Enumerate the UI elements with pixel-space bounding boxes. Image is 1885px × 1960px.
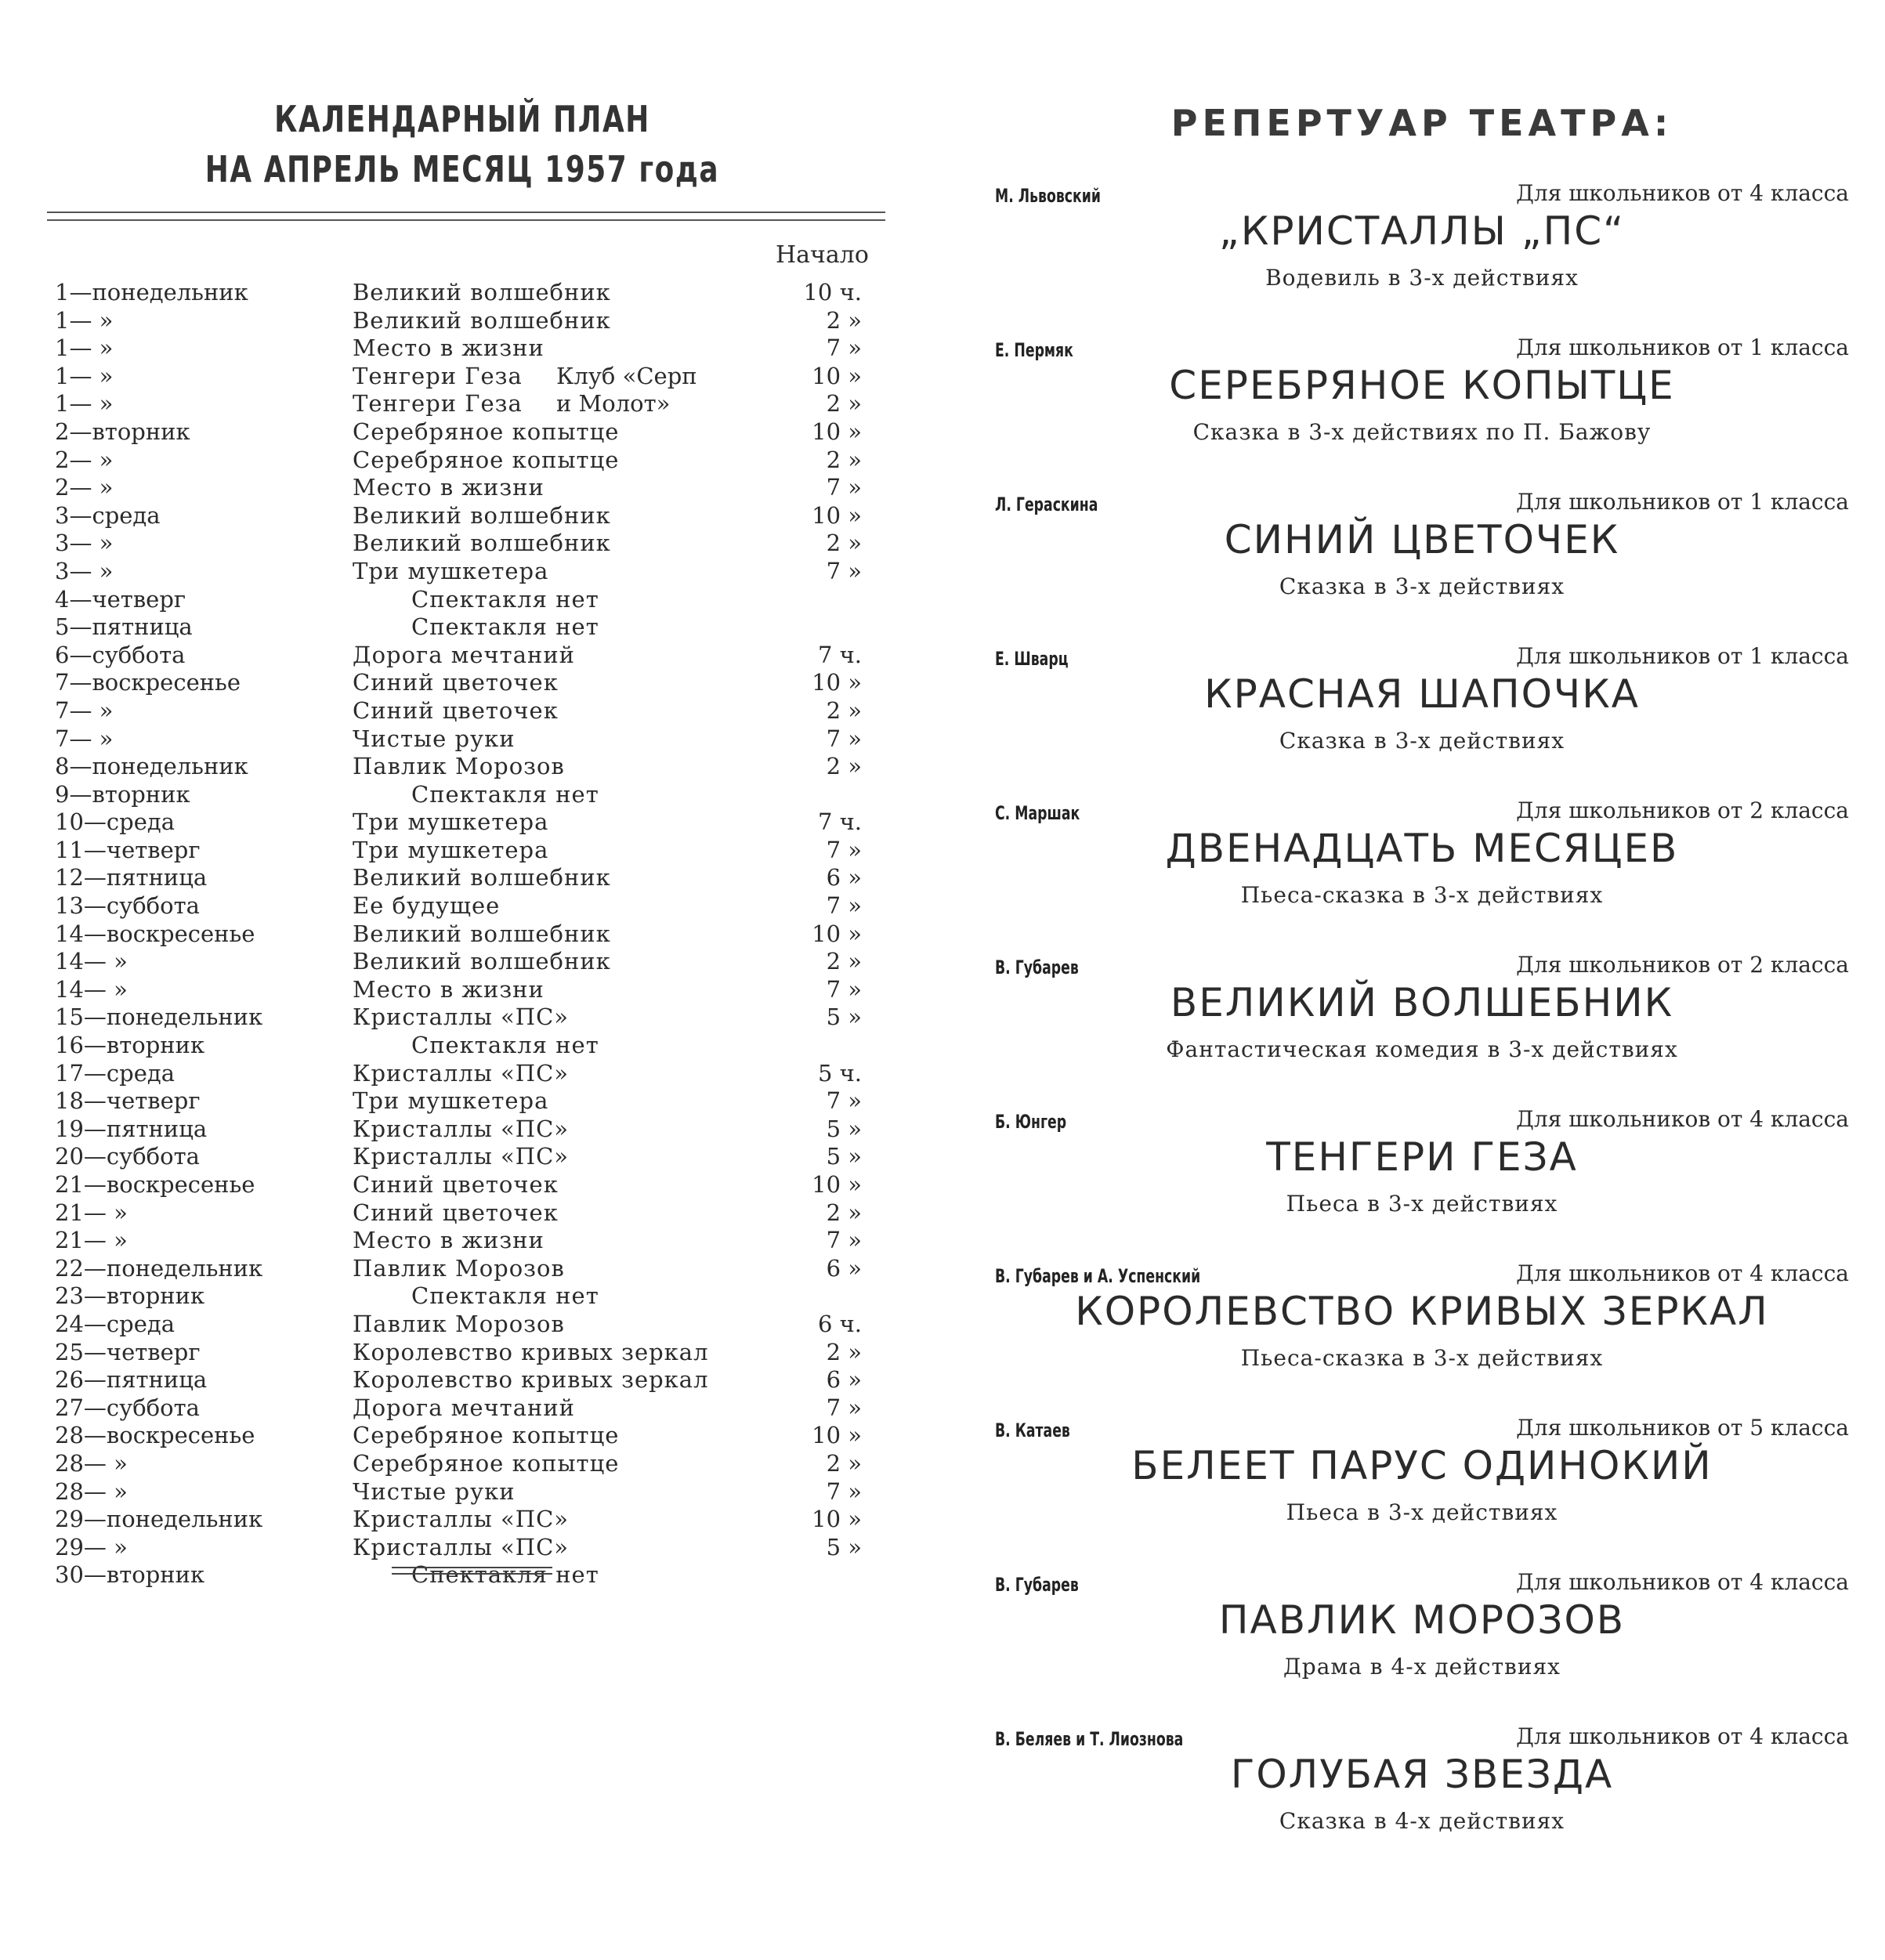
row-play: Три мушкетера — [353, 557, 549, 584]
row-time: 7 » — [826, 1227, 862, 1254]
calendar-row — [39, 1534, 885, 1562]
row-day: 1— » — [55, 390, 114, 418]
repertoire-entry — [995, 172, 1849, 327]
row-day: 2— » — [55, 474, 114, 501]
row-play: Синий цветочек — [353, 1171, 559, 1198]
entry-author: В. Губарев — [995, 956, 1079, 978]
calendar-row — [39, 1561, 885, 1589]
row-day: 28—воскресенье — [55, 1422, 255, 1449]
row-time: 2 » — [826, 1449, 862, 1477]
row-day: 28— » — [55, 1477, 128, 1505]
row-play: Место в жизни — [353, 1227, 545, 1254]
row-time: 5 » — [826, 1115, 862, 1142]
row-time: 7 » — [826, 474, 862, 501]
calendar-row — [39, 1116, 885, 1144]
calendar-row — [39, 1171, 885, 1199]
start-time-header: Начало — [776, 241, 869, 269]
row-play: Дорога мечтаний — [353, 641, 575, 668]
row-play: Дорога мечтаний — [353, 1394, 575, 1421]
row-play: Спектакля нет — [411, 585, 599, 613]
row-play: Павлик Морозов — [353, 1254, 565, 1282]
calendar-title — [132, 94, 792, 194]
row-day: 29—понедельник — [55, 1506, 263, 1533]
calendar-row — [39, 1087, 885, 1116]
row-play: Серебряное копытце — [353, 446, 620, 473]
calendar-row — [39, 864, 885, 892]
repertoire-entry — [995, 1407, 1849, 1561]
calendar-panel — [39, 94, 885, 1723]
row-day: 16—вторник — [55, 1032, 205, 1059]
row-play: Великий волшебник — [353, 920, 611, 947]
row-play: Великий волшебник — [353, 306, 611, 334]
calendar-row — [39, 697, 885, 725]
calendar-row — [39, 279, 885, 307]
entry-author: Е. Шварц — [995, 648, 1069, 670]
repertoire-entry — [995, 635, 1849, 790]
calendar-row — [39, 920, 885, 949]
row-day: 7— » — [55, 696, 114, 724]
row-time: 10 » — [812, 362, 862, 389]
entry-title: ПАВЛИК МОРОЗОВ — [1218, 1597, 1626, 1643]
row-time: 6 » — [826, 1366, 862, 1394]
calendar-row — [39, 1506, 885, 1534]
row-time: 2 » — [826, 390, 862, 418]
row-time: 2 » — [826, 948, 862, 975]
calendar-row — [39, 1255, 885, 1283]
entry-title: КРАСНАЯ ШАПОЧКА — [1204, 671, 1640, 717]
row-time: 7 ч. — [817, 641, 862, 668]
row-time: 6 » — [826, 1254, 862, 1282]
entry-genre: Сказка в 3-х действиях — [1279, 728, 1565, 754]
calendar-title-line2: НА АПРЕЛЬ МЕСЯЦ 1957 года — [204, 148, 720, 190]
row-time: 7 » — [826, 892, 862, 920]
row-play: Место в жизни — [353, 474, 545, 501]
calendar-row — [39, 307, 885, 335]
calendar-row — [39, 1311, 885, 1339]
calendar-row — [39, 808, 885, 837]
row-play: Королевство кривых зеркал — [353, 1366, 709, 1394]
calendar-row — [39, 474, 885, 502]
calendar-row — [39, 363, 885, 391]
entry-author: В. Беляев и Т. Лиознова — [995, 1728, 1184, 1750]
calendar-row — [39, 642, 885, 670]
row-day: 8—понедельник — [55, 753, 248, 780]
entry-audience: Для школьников от 5 класса — [1516, 1415, 1849, 1441]
row-play: Три мушкетера — [353, 1087, 549, 1115]
row-day: 18—четверг — [55, 1087, 201, 1115]
row-play: Кристаллы «ПС» — [353, 1115, 570, 1142]
row-play: Павлик Морозов — [353, 1310, 565, 1337]
calendar-row — [39, 1366, 885, 1394]
row-day: 1— » — [55, 362, 114, 389]
entry-genre: Сказка в 4-х действиях — [1279, 1808, 1565, 1834]
calendar-row — [39, 447, 885, 475]
calendar-row — [39, 725, 885, 754]
calendar-row — [39, 530, 885, 558]
calendar-row — [39, 1394, 885, 1423]
row-play: Серебряное копытце — [353, 418, 620, 445]
calendar-row — [39, 753, 885, 781]
calendar-row — [39, 1032, 885, 1060]
calendar-row — [39, 781, 885, 809]
calendar-row — [39, 558, 885, 586]
calendar-row — [39, 335, 885, 363]
calendar-row — [39, 892, 885, 920]
row-day: 24—среда — [55, 1310, 175, 1337]
calendar-row — [39, 502, 885, 530]
row-play: Кристаллы «ПС» — [353, 1004, 570, 1031]
row-time: 7 » — [826, 725, 862, 752]
calendar-row — [39, 1060, 885, 1088]
row-play: Павлик Морозов — [353, 753, 565, 780]
row-day: 7— » — [55, 725, 114, 752]
row-time: 5 » — [826, 1143, 862, 1170]
calendar-row — [39, 1143, 885, 1171]
entry-audience: Для школьников от 2 класса — [1516, 952, 1849, 978]
entry-author: Е. Пермяк — [995, 339, 1073, 361]
calendar-row — [39, 1004, 885, 1032]
row-play: Тенгери Геза — [353, 362, 523, 389]
row-time: 6 » — [826, 864, 862, 891]
calendar-row — [39, 1339, 885, 1367]
row-day: 17—среда — [55, 1059, 175, 1087]
row-time: 5 ч. — [817, 1059, 862, 1087]
entry-genre: Фантастическая комедия в 3-х действиях — [1166, 1036, 1678, 1062]
row-day: 22—понедельник — [55, 1254, 263, 1282]
row-play: Спектакля нет — [411, 1032, 599, 1059]
row-play: Великий волшебник — [353, 864, 611, 891]
entry-author: Б. Юнгер — [995, 1111, 1067, 1133]
entry-author: Л. Гераскина — [995, 494, 1098, 515]
calendar-row — [39, 669, 885, 697]
entry-genre: Пьеса-сказка в 3-х действиях — [1240, 882, 1604, 908]
entry-title: КОРОЛЕВСТВО КРИВЫХ ЗЕРКАЛ — [1075, 1289, 1769, 1334]
row-day: 1— » — [55, 306, 114, 334]
row-play: Кристаллы «ПС» — [353, 1059, 570, 1087]
entry-author: С. Маршак — [995, 802, 1080, 824]
entry-audience: Для школьников от 4 класса — [1516, 180, 1849, 206]
row-day: 28— » — [55, 1449, 128, 1477]
repertoire-title: РЕПЕРТУАР ТЕАТРА: — [1170, 102, 1673, 144]
entry-title: ВЕЛИКИЙ ВОЛШЕБНИК — [1170, 980, 1674, 1025]
row-time: 6 ч. — [817, 1310, 862, 1337]
row-day: 5—пятница — [55, 613, 193, 641]
row-play: Великий волшебник — [353, 948, 611, 975]
row-day: 1—понедельник — [55, 279, 248, 306]
row-time: 2 » — [826, 753, 862, 780]
row-play: Синий цветочек — [353, 669, 559, 696]
end-divider — [392, 1567, 552, 1575]
row-play: Спектакля нет — [411, 1282, 599, 1310]
row-play: Великий волшебник — [353, 530, 611, 557]
entry-audience: Для школьников от 1 класса — [1516, 643, 1849, 669]
row-day: 9—вторник — [55, 780, 190, 808]
row-time: 10 » — [812, 669, 862, 696]
entry-audience: Для школьников от 1 класса — [1516, 335, 1849, 360]
row-day: 10—среда — [55, 808, 175, 836]
row-time: 7 » — [826, 1394, 862, 1421]
row-day: 21— » — [55, 1227, 128, 1254]
entry-audience: Для школьников от 1 класса — [1516, 489, 1849, 515]
repertoire-entry — [995, 1561, 1849, 1716]
row-day: 15—понедельник — [55, 1004, 263, 1031]
calendar-table — [39, 279, 885, 1589]
repertoire-panel — [995, 94, 1849, 1849]
row-play: Серебряное копытце — [353, 1422, 620, 1449]
entry-audience: Для школьников от 4 класса — [1516, 1106, 1849, 1132]
row-time: 7 » — [826, 836, 862, 863]
entry-author: В. Губарев — [995, 1574, 1079, 1596]
entry-title: СИНИЙ ЦВЕТОЧЕК — [1224, 517, 1620, 562]
entry-title: БЕЛЕЕТ ПАРУС ОДИНОКИЙ — [1131, 1443, 1713, 1488]
row-venue: и Молот» — [556, 390, 671, 418]
calendar-row — [39, 948, 885, 976]
row-play: Кристаллы «ПС» — [353, 1506, 570, 1533]
row-time: 2 » — [826, 306, 862, 334]
row-play: Спектакля нет — [411, 1561, 599, 1589]
row-day: 3—среда — [55, 501, 161, 529]
row-day: 14— » — [55, 975, 128, 1003]
row-time: 10 » — [812, 501, 862, 529]
row-play: Чистые руки — [353, 1477, 516, 1505]
repertoire-entry — [995, 1716, 1849, 1870]
calendar-row — [39, 1478, 885, 1506]
row-day: 4—четверг — [55, 585, 186, 613]
row-time: 7 » — [826, 975, 862, 1003]
row-time: 10 » — [812, 1422, 862, 1449]
row-play: Великий волшебник — [353, 501, 611, 529]
calendar-row — [39, 390, 885, 418]
row-day: 13—суббота — [55, 892, 200, 920]
row-time: 7 » — [826, 557, 862, 584]
row-time: 2 » — [826, 1199, 862, 1226]
calendar-title-line1: КАЛЕНДАРНЫЙ ПЛАН — [274, 98, 650, 140]
entry-title: ТЕНГЕРИ ГЕЗА — [1266, 1134, 1578, 1180]
row-day: 21— » — [55, 1199, 128, 1226]
row-play: Чистые руки — [353, 725, 516, 752]
row-play: Кристаллы «ПС» — [353, 1533, 570, 1560]
entry-audience: Для школьников от 4 класса — [1516, 1569, 1849, 1595]
entry-title: ДВЕНАДЦАТЬ МЕСЯЦЕВ — [1165, 826, 1679, 871]
repertoire-entry — [995, 790, 1849, 944]
calendar-row — [39, 837, 885, 865]
row-day: 29— » — [55, 1533, 128, 1560]
row-time: 5 » — [826, 1533, 862, 1560]
row-day: 25—четверг — [55, 1338, 201, 1365]
entry-title: ГОЛУБАЯ ЗВЕЗДА — [1230, 1752, 1614, 1797]
row-time: 2 » — [826, 446, 862, 473]
row-time: 10 » — [812, 1171, 862, 1198]
entry-genre: Пьеса в 3-х действиях — [1286, 1499, 1558, 1525]
row-day: 23—вторник — [55, 1282, 205, 1310]
row-day: 21—воскресенье — [55, 1171, 255, 1198]
row-time: 10 ч. — [803, 279, 862, 306]
calendar-row — [39, 1282, 885, 1311]
row-day: 3— » — [55, 530, 114, 557]
entry-title: „КРИСТАЛЛЫ „ПС“ — [1218, 208, 1626, 254]
entry-audience: Для школьников от 4 класса — [1516, 1260, 1849, 1286]
row-time: 7 » — [826, 335, 862, 362]
row-venue: Клуб «Серп — [556, 362, 697, 389]
row-play: Место в жизни — [353, 975, 545, 1003]
entry-genre: Пьеса в 3-х действиях — [1286, 1191, 1558, 1217]
calendar-row — [39, 1199, 885, 1228]
calendar-row — [39, 976, 885, 1004]
row-play: Спектакля нет — [411, 780, 599, 808]
entry-genre: Пьеса-сказка в 3-х действиях — [1240, 1345, 1604, 1371]
entry-genre: Сказка в 3-х действиях по П. Бажову — [1192, 419, 1652, 445]
row-day: 27—суббота — [55, 1394, 200, 1421]
row-play: Три мушкетера — [353, 836, 549, 863]
entry-genre: Драма в 4-х действиях — [1283, 1654, 1561, 1680]
row-day: 3— » — [55, 557, 114, 584]
entry-genre: Сказка в 3-х действиях — [1279, 573, 1565, 599]
row-play: Великий волшебник — [353, 279, 611, 306]
calendar-row — [39, 1227, 885, 1255]
entry-audience: Для школьников от 4 класса — [1516, 1723, 1849, 1749]
entry-title: СЕРЕБРЯНОЕ КОПЫТЦЕ — [1169, 363, 1675, 408]
row-play: Спектакля нет — [411, 613, 599, 641]
row-day: 12—пятница — [55, 864, 208, 891]
row-time: 10 » — [812, 1506, 862, 1533]
row-play: Синий цветочек — [353, 1199, 559, 1226]
row-day: 2—вторник — [55, 418, 190, 445]
row-time: 2 » — [826, 696, 862, 724]
repertoire-entry — [995, 944, 1849, 1098]
row-time: 7 » — [826, 1087, 862, 1115]
repertoire-entry — [995, 1253, 1849, 1407]
row-time: 10 » — [812, 920, 862, 947]
row-day: 11—четверг — [55, 836, 201, 863]
row-play: Тенгери Геза — [353, 390, 523, 418]
row-time: 7 ч. — [817, 808, 862, 836]
row-play: Королевство кривых зеркал — [353, 1338, 709, 1365]
row-time: 5 » — [826, 1004, 862, 1031]
row-play: Место в жизни — [353, 335, 545, 362]
row-day: 1— » — [55, 335, 114, 362]
repertoire-list — [995, 172, 1849, 1870]
row-time: 2 » — [826, 1338, 862, 1365]
row-day: 20—суббота — [55, 1143, 200, 1170]
row-day: 26—пятница — [55, 1366, 208, 1394]
calendar-row — [39, 418, 885, 447]
title-divider — [47, 212, 885, 221]
row-day: 30—вторник — [55, 1561, 205, 1589]
row-time: 2 » — [826, 530, 862, 557]
row-day: 6—суббота — [55, 641, 186, 668]
row-play: Кристаллы «ПС» — [353, 1143, 570, 1170]
row-play: Ее будущее — [353, 892, 501, 920]
entry-author: В. Губарев и А. Успенский — [995, 1265, 1201, 1287]
row-play: Синий цветочек — [353, 696, 559, 724]
row-day: 14— » — [55, 948, 128, 975]
calendar-row — [39, 586, 885, 614]
row-day: 7—воскресенье — [55, 669, 241, 696]
entry-author: В. Катаев — [995, 1419, 1070, 1441]
row-day: 2— » — [55, 446, 114, 473]
row-day: 14—воскресенье — [55, 920, 255, 947]
entry-author: М. Львовский — [995, 185, 1101, 207]
repertoire-entry — [995, 481, 1849, 635]
row-play: Серебряное копытце — [353, 1449, 620, 1477]
entry-genre: Водевиль в 3-х действиях — [1265, 265, 1579, 291]
calendar-row — [39, 1450, 885, 1478]
repertoire-entry — [995, 327, 1849, 481]
calendar-row — [39, 613, 885, 642]
row-time: 7 » — [826, 1477, 862, 1505]
row-play: Три мушкетера — [353, 808, 549, 836]
row-time: 10 » — [812, 418, 862, 445]
row-day: 19—пятница — [55, 1115, 208, 1142]
repertoire-entry — [995, 1098, 1849, 1253]
calendar-row — [39, 1422, 885, 1450]
entry-audience: Для школьников от 2 класса — [1516, 797, 1849, 823]
